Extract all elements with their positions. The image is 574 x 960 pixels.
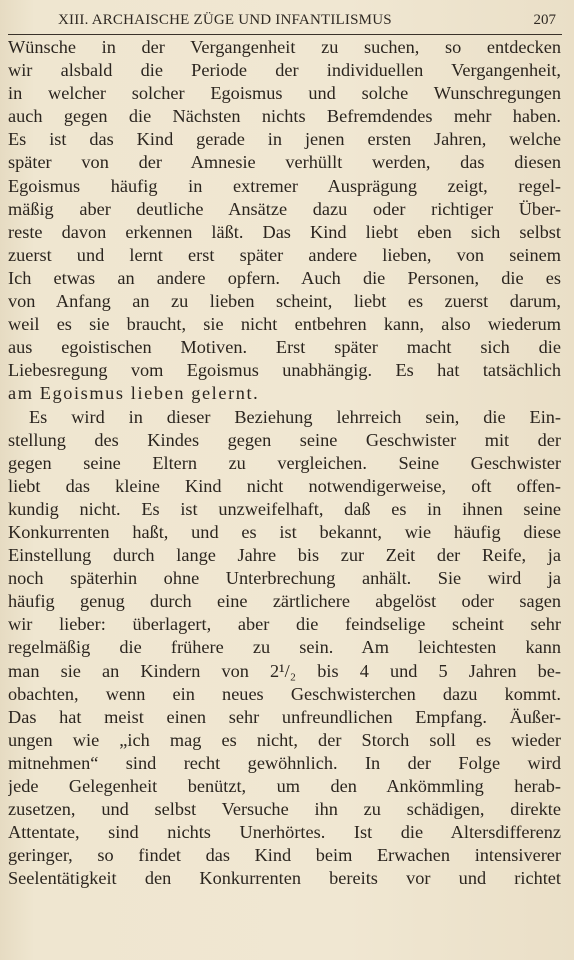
running-title: XIII. ARCHAISCHE ZÜGE UND INFANTILISMUS: [58, 12, 392, 28]
text-line: auch gegen die Nächsten nichts Befremdendes mehr haben.: [8, 106, 561, 127]
text-line: wir alsbald die Periode der individuellen Vergangenheit,: [8, 60, 561, 81]
text-line: gegen seine Eltern zu vergleichen. Seine Geschwister: [8, 452, 561, 473]
text-line: mitnehmen“ sind recht gewöhnlich. In der Folge wird: [8, 752, 561, 773]
text-line: am Egoismus lieben gelernt.: [8, 383, 260, 404]
text-line: kundig nicht. Es ist unzweifelhaft, daß es in ihnen seine: [8, 498, 561, 519]
page-number: 207: [533, 12, 556, 28]
text-line: zusetzen, und selbst Versuche ihn zu schädigen, direkte: [8, 799, 561, 820]
text-line: Das hat meist einen sehr unfreundlichen Empfang. Äußer-: [8, 706, 561, 727]
text-line: Seelentätigkeit den Konkurrenten bereits vor und richtet: [8, 868, 561, 889]
text-line: ungen wie „ich mag es nicht, der Storch soll es wieder: [8, 729, 561, 750]
text-line: obachten, wenn ein neues Geschwisterchen dazu kommt.: [8, 683, 561, 704]
text-line: später von der Amnesie verhüllt werden, das diesen: [8, 152, 561, 173]
text-line: reste davon erkennen läßt. Das Kind liebt eben sich selbst: [8, 221, 561, 242]
text-line: zuerst und lernt erst später andere lieben, von seinem: [8, 244, 561, 265]
text-line: Konkurrenten haßt, und es ist bekannt, wie häufig diese: [8, 521, 561, 542]
text-line: von Anfang an zu lieben scheint, liebt es zuerst darum,: [8, 291, 561, 312]
text-line: in welcher solcher Egoismus und solche Wunschregungen: [8, 83, 561, 104]
text-line: Ich etwas an andere opfern. Auch die Personen, die es: [8, 267, 561, 288]
running-header: [8, 6, 562, 35]
text-line: Attentate, sind nichts Unerhörtes. Ist die Altersdifferenz: [8, 822, 561, 843]
text-line: Egoismus häufig in extremer Ausprägung zeigt, regel-: [8, 175, 561, 196]
text-line: noch späterhin ohne Unterbrechung anhält. Sie wird ja: [8, 568, 561, 589]
text-line: Liebesregung vom Egoismus unabhängig. Es hat tatsächlich: [8, 360, 561, 381]
text-line: weil es sie braucht, sie nicht entbehren kann, also wiederum: [8, 314, 561, 335]
body-text: [8, 36, 561, 890]
text-line: stellung des Kindes gegen seine Geschwister mit der: [8, 429, 561, 450]
text-line: Es wird in dieser Beziehung lehrreich sein, die Ein-: [29, 406, 561, 427]
text-line: mäßig aber deutliche Ansätze dazu oder richtiger Über-: [8, 198, 561, 219]
text-line: jede Gelegenheit benützt, um den Ankömmling herab-: [8, 776, 561, 796]
text-line: häufig genug durch eine zärtlichere abgelöst oder sagen: [8, 591, 561, 612]
text-line: Wünsche in der Vergangenheit zu suchen, so entdecken: [8, 37, 561, 57]
paragraph-1: [8, 36, 561, 406]
text-line: Einstellung durch lange Jahre bis zur Zeit der Reife, ja: [8, 545, 561, 566]
text-line: regelmäßig die frühere zu sein. Am leichtesten kann: [8, 637, 561, 658]
text-line: wir lieber: überlagert, aber die feindselige scheint sehr: [8, 614, 561, 635]
paragraph-2: [8, 406, 561, 891]
text-line: aus egoistischen Motiven. Erst später macht sich die: [8, 337, 561, 358]
text-line: Es ist das Kind gerade in jenen ersten Jahren, welche: [8, 129, 561, 150]
text-line: geringer, so findet das Kind beim Erwachen intensiverer: [8, 845, 561, 866]
text-line: liebt das kleine Kind nicht notwendigerweise, oft offen-: [8, 475, 561, 496]
text-line: man sie an Kindern von 2¹/₂ bis 4 und 5 Jahren be-: [8, 660, 561, 681]
